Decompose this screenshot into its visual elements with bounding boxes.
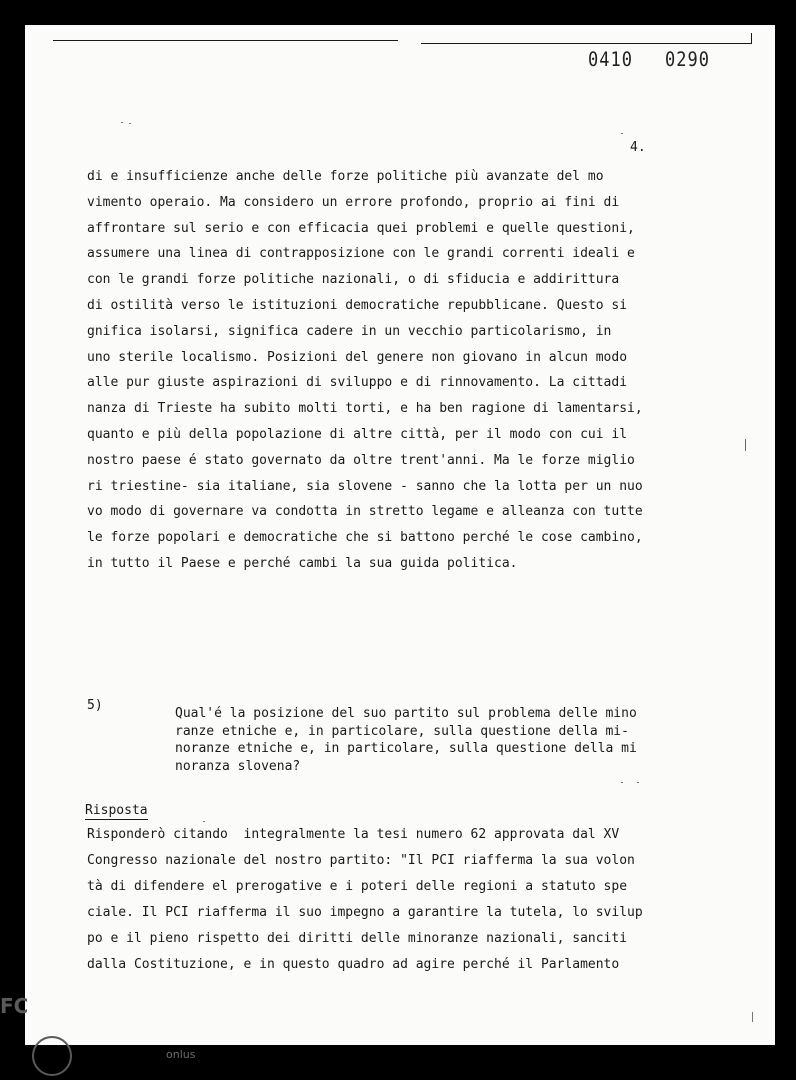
text-line: ri triestine- sia italiane, sia slovene - sanno che la lotta per un nuo — [87, 478, 643, 494]
text-line: nostro paese é stato governato da oltre trent'anni. Ma le forze miglio — [87, 452, 635, 468]
text-line: dalla Costituzione, e in questo quadro ad agire perché il Parlamento — [87, 957, 620, 972]
text-line: affrontare sul serio e con efficacia quei problemi e quelle questioni, — [87, 220, 635, 236]
watermark-onlus-label: onlus — [166, 1048, 196, 1061]
text-line: vo modo di governare va condotta in stretto legame e alleanza con tutte — [87, 504, 643, 520]
text-line: ciale. Il PCI riafferma il suo impegno a garantire la tutela, lo svilup — [87, 905, 643, 920]
question-line: ranze etniche e, in particolare, sulla questione della mi- — [175, 723, 629, 739]
margin-mark — [745, 439, 746, 451]
archive-stamp-left: 0410 — [588, 48, 633, 72]
text-line: tà di difendere el prerogative e i poteri delle regioni a statuto spe — [87, 879, 628, 894]
scan-speck — [129, 123, 131, 124]
text-line: di ostilità verso le istituzioni democratiche repubblicane. Questo si — [87, 297, 628, 313]
text-line: Risponderò citando integralmente la tesi numero 62 approvata dal XV — [87, 827, 620, 842]
text-line: con le grandi forze politiche nazionali, o di sfiducia e addirittura — [87, 272, 620, 288]
text-line: po e il pieno rispetto dei diritti delle minoranze nazionali, sanciti — [87, 931, 628, 946]
question-text — [175, 705, 637, 775]
text-line: alle pur giuste aspirazioni di sviluppo e di rinnovamento. La cittadi — [87, 375, 628, 391]
question-line: Qual'é la posizione del suo partito sul problema delle mino — [175, 706, 637, 721]
page-number: 4. — [630, 140, 646, 155]
text-line: Congresso nazionale del nostro partito: "Il PCI riafferma la sua volon — [87, 853, 635, 868]
text-line: quanto e più della popolazione di altre città, per il modo con cui il — [87, 426, 628, 442]
margin-mark — [752, 1012, 753, 1022]
archive-stamp-right: 0290 — [665, 48, 710, 72]
answer-heading: Risposta — [85, 803, 148, 818]
text-line: vimento operaio. Ma considero un errore profondo, proprio ai fini di — [87, 194, 620, 210]
top-rule-corner — [751, 33, 752, 44]
top-rule-right — [421, 43, 751, 44]
text-line: gnifica isolarsi, significa cadere in un vecchio particolarismo, in — [87, 323, 612, 339]
document-page — [25, 25, 775, 1045]
scan-speck — [637, 782, 639, 783]
scan-speck — [621, 133, 623, 134]
text-line: uno sterile localismo. Posizioni del genere non giovano in alcun modo — [87, 349, 628, 365]
answer-paragraph — [87, 822, 643, 978]
top-rule-left — [53, 40, 398, 41]
scan-speck — [621, 782, 623, 783]
question-number: 5) — [87, 698, 103, 713]
text-line: nanza di Trieste ha subito molti torti, e ha ben ragione di lamentarsi, — [87, 401, 643, 417]
text-line: in tutto il Paese e perché cambi la sua guida politica. — [87, 555, 518, 571]
watermark-logo-icon — [32, 1036, 72, 1076]
question-line: noranza slovena? — [175, 758, 301, 774]
text-line: le forze popolari e democratiche che si battono perché le cose cambino, — [87, 530, 643, 546]
text-line: di e insufficienze anche delle forze politiche più avanzate del mo — [87, 169, 604, 184]
body-paragraph-1 — [87, 164, 643, 577]
watermark-logo-letters: FC — [0, 994, 29, 1018]
question-line: noranze etniche e, in particolare, sulla questione della mi — [175, 741, 637, 756]
text-line: assumere una linea di contrapposizione con le grandi correnti ideali e — [87, 246, 635, 262]
scan-speck — [121, 122, 123, 123]
